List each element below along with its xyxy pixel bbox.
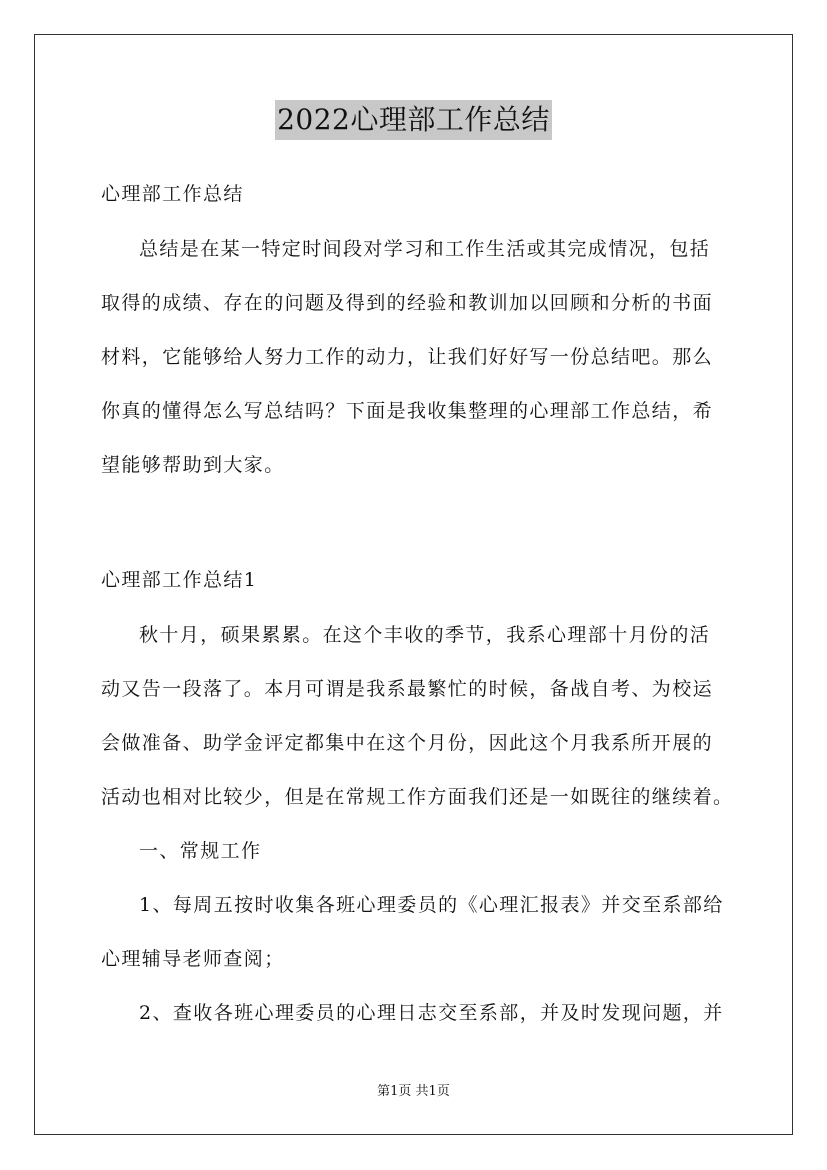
list-item-1-line: 1、每周五按时收集各班心理委员的《心理汇报表》并交至系部给 xyxy=(139,894,724,916)
intro-line: 材料，它能够给人努力工作的动力，让我们好好写一份总结吧。那么 xyxy=(101,346,714,368)
intro-line: 取得的成绩、存在的问题及得到的经验和教训加以回顾和分析的书面 xyxy=(101,292,714,314)
list-item-2-line: 2、查收各班心理委员的心理日志交至系部，并及时发现问题，并 xyxy=(139,1002,724,1024)
intro-line: 总结是在某一特定时间段对学习和工作生活或其完成情况，包括 xyxy=(139,238,711,260)
paragraph-line: 动又告一段落了。本月可谓是我系最繁忙的时候，备战自考、为校运 xyxy=(101,678,714,700)
paragraph-1 xyxy=(101,608,734,1040)
intro-paragraph xyxy=(101,222,731,492)
document-body xyxy=(101,176,734,1040)
main-heading: 心理部工作总结 xyxy=(101,183,244,205)
intro-line: 望能够帮助到大家。 xyxy=(101,454,285,476)
page-footer: 第1页 共1页 xyxy=(377,1084,450,1099)
document-title: 2022心理部工作总结 xyxy=(275,100,552,140)
subsection-heading: 一、常规工作 xyxy=(139,840,262,862)
intro-line: 你真的懂得怎么写总结吗？下面是我收集整理的心理部工作总结，希 xyxy=(101,400,714,422)
list-item-1-line: 心理辅导老师查阅； xyxy=(101,948,285,970)
paragraph-line: 会做准备、助学金评定都集中在这个月份，因此这个月我系所开展的 xyxy=(101,732,714,754)
paragraph-line: 活动也相对比较少，但是在常规工作方面我们还是一如既往的继续着。 xyxy=(101,786,734,808)
title-container xyxy=(0,100,827,140)
section-heading-1: 心理部工作总结1 xyxy=(101,569,258,591)
paragraph-line: 秋十月，硕果累累。在这个丰收的季节，我系心理部十月份的活 xyxy=(139,624,711,646)
